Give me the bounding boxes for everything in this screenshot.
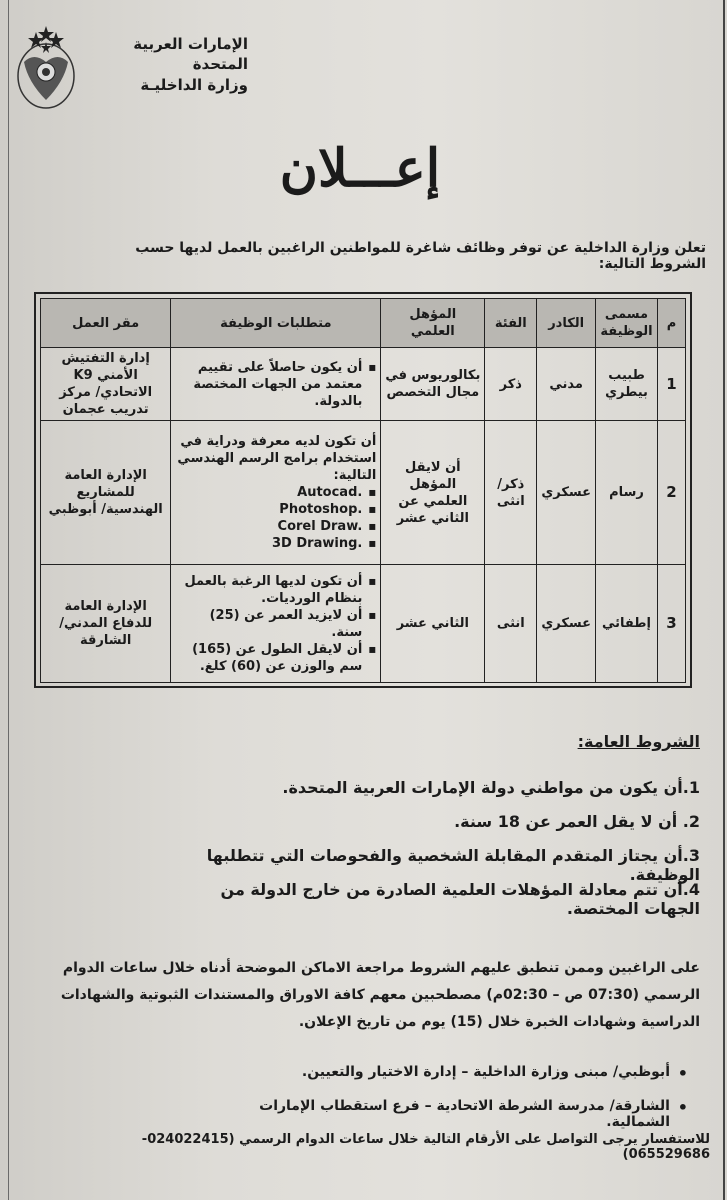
paragraph-line: على الراغبين وممن تنطبق عليهم الشروط مراجعة الاماكن الموضحة أدناه خلال ساعات الدوام (62, 960, 700, 976)
conditions-list (160, 778, 700, 918)
ministry-header (96, 34, 248, 96)
application-paragraph (30, 955, 700, 1036)
col-header-num: م (658, 299, 686, 348)
condition-item: 1.أن يكون من مواطني دولة الإمارات العربية المتحدة. (282, 778, 700, 797)
job-qualification: الثاني عشر (381, 565, 485, 683)
job-category: انثى (485, 565, 537, 683)
job-location: الإدارة العامة للدفاع المدني/ الشارقة (41, 565, 171, 683)
row-num: 2 (658, 421, 686, 565)
job-title: إطفائي (596, 565, 658, 683)
job-location: إدارة التفتيش الأمني K9 الاتحادي/ مركز تدريب عجمان (41, 348, 171, 421)
job-qualification: بكالوريوس في مجال التخصص (381, 348, 485, 421)
condition-item: 3.أن يجتاز المتقدم المقابلة الشخصية والفحوصات التي تتطلبها الوظيفة. (206, 846, 700, 884)
requirement-item: ▪ أن تكون لديها الرغبة بالعمل بنظام الورديات. (175, 573, 362, 607)
job-location: الإدارة العامة للمشاريع الهندسية/ أبوظبي (41, 421, 171, 565)
jobs-table (40, 298, 686, 683)
country-name: الإمارات العربية المتحدة (133, 35, 248, 73)
requirement-item: ▪ Photoshop. (175, 501, 362, 518)
job-title: طبيب بيطري (596, 348, 658, 421)
job-category: ذكر/ انثى (485, 421, 537, 565)
table-row (41, 348, 686, 421)
announcement-title: إعـــلان (279, 138, 441, 199)
table-row (41, 421, 686, 565)
requirement-item: ▪ 3D Drawing. (175, 535, 362, 552)
col-header-location: مقر العمل (41, 299, 171, 348)
conditions-title: الشروط العامة: (577, 732, 700, 751)
requirement-item: ▪ أن يكون حاصلاً على تقييم معتمد من الجهات المختصة بالدولة. (175, 359, 362, 410)
requirements-intro: أن تكون لديه معرفة ودراية في استخدام برامج الرسم الهندسي التالية: (177, 434, 377, 483)
job-requirements (171, 565, 381, 683)
location-item: • أبوظبي/ مبنى وزارة الداخلية – إدارة الاختيار والتعيين. (230, 1064, 670, 1098)
table-header-row (41, 299, 686, 348)
location-item: • الشارقة/ مدرسة الشرطة الاتحادية – فرع استقطاب الإمارات الشمالية. (230, 1098, 670, 1132)
job-cadre: عسكري (537, 565, 596, 683)
requirement-item: ▪ أن لايقل الطول عن (165) سم والوزن عن (60) كلغ. (175, 641, 362, 675)
col-header-category: الفئة (485, 299, 537, 348)
col-header-cadre: الكادر (537, 299, 596, 348)
job-requirements (171, 348, 381, 421)
requirement-item: ▪ أن لايزيد العمر عن (25) سنة. (175, 607, 362, 641)
col-header-title: مسمى الوظيفة (596, 299, 658, 348)
job-cadre: مدني (537, 348, 596, 421)
requirement-item: ▪ Corel Draw. (175, 518, 362, 535)
row-num: 1 (658, 348, 686, 421)
col-header-requirements: متطلبات الوظيفة (171, 299, 381, 348)
intro-text: تعلن وزارة الداخلية عن توفر وظائف شاغرة للمواطنين الراغبين بالعمل لديها حسب الشروط التالية: (135, 240, 706, 272)
col-header-qualification: المؤهل العلمي (381, 299, 485, 348)
paragraph-line: الدراسية وشهادات الخبرة خلال (15) يوم من تاريخ الإعلان. (298, 1014, 700, 1030)
row-num: 3 (658, 565, 686, 683)
requirement-item: ▪ Autocad. (175, 484, 362, 501)
jobs-table-frame (34, 292, 692, 688)
condition-item: 4.أن تتم معادلة المؤهلات العلمية الصادرة من خارج الدولة من الجهات المختصة. (220, 880, 700, 918)
ministry-name: وزارة الداخليـة (140, 76, 248, 94)
condition-item: 2. أن لا يقل العمر عن 18 سنة. (454, 812, 700, 831)
table-row (41, 565, 686, 683)
contact-line: للاستفسار يرجى التواصل على الأرقام التالية خلال ساعات الدوام الرسمي (024022415- 065529686) (141, 1132, 710, 1162)
locations-list (230, 1064, 670, 1132)
job-category: ذكر (485, 348, 537, 421)
page-right-edge (721, 0, 725, 1200)
uae-falcon-emblem-icon (14, 22, 78, 110)
job-title: رسام (596, 421, 658, 565)
job-qualification: أن لايقل المؤهل العلمي عن الثاني عشر (381, 421, 485, 565)
paragraph-line: الرسمي (07:30 ص – 02:30م) مصطحبين معهم كافة الاوراق والمستندات الثبوتية والشهادات (60, 987, 700, 1003)
job-cadre: عسكري (537, 421, 596, 565)
job-requirements (171, 421, 381, 565)
page-left-edge (8, 0, 10, 1200)
